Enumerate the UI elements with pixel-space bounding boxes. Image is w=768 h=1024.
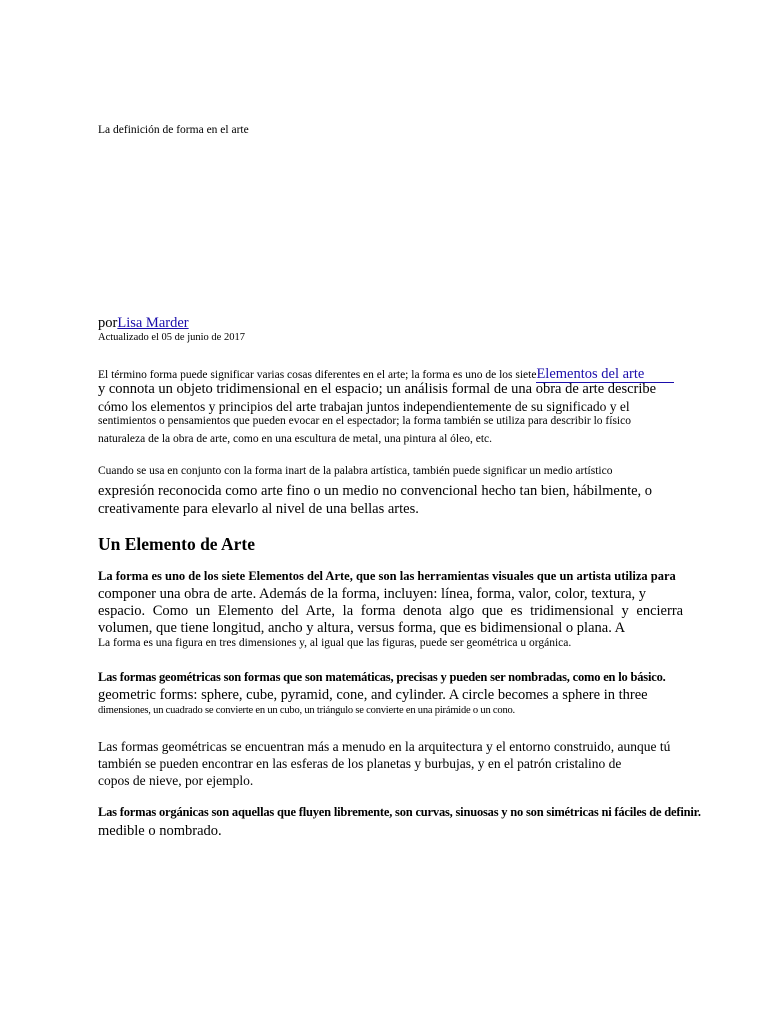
medium-line-2: expresión reconocida como arte fino o un medio no convencional hecho tan bien, hábilmente, o: [98, 483, 653, 499]
element-line-4: volumen, que tiene longitud, ancho y altura, versus forma, que es bidimensional o plana. A: [98, 620, 626, 636]
byline-prefix: por: [98, 315, 118, 331]
intro-line-2: y connota un objeto tridimensional en el espacio; un análisis formal de una obra de arte describe: [98, 381, 657, 397]
page-title: La definición de forma en el arte: [98, 124, 249, 136]
author-link[interactable]: Lisa Marder: [117, 315, 189, 331]
intro-line-3: cómo los elementos y principios del arte trabajan juntos independientemente de su significado y el: [98, 399, 630, 414]
updated-date: Actualizado el 05 de junio de 2017: [98, 332, 245, 343]
geometric-line-3: dimensiones, un cuadrado se convierte en un cubo, un triángulo se convierte en una pirámide o un cono.: [98, 705, 515, 716]
medium-line-1: Cuando se usa en conjunto con la forma inart de la palabra artística, también puede significar un medio artístico: [98, 465, 613, 477]
byline: [98, 316, 189, 331]
medium-line-3: creativamente para elevarlo al nivel de una bellas artes.: [98, 501, 419, 517]
geometric-line-1: Las formas geométricas son formas que son matemáticas, precisas y pueden ser nombradas, como en lo básico.: [98, 670, 666, 684]
element-line-5: La forma es una figura en tres dimensiones y, al igual que las figuras, puede ser geométrica u orgánica.: [98, 637, 572, 649]
intro-line-5: naturaleza de la obra de arte, como en una escultura de metal, una pintura al óleo, etc.: [98, 433, 493, 445]
elements-of-art-link[interactable]: Elementos del arte: [536, 366, 674, 383]
element-line-1: La forma es uno de los siete Elementos del Arte, que son las herramientas visuales que un artista utiliza para: [98, 569, 676, 583]
section-heading: Un Elemento de Arte: [98, 534, 255, 554]
organic-line-1: Las formas orgánicas son aquellas que fluyen libremente, son curvas, sinuosas y no son simétricas ni fáciles de definir.: [98, 805, 701, 819]
intro-line-4: sentimientos o pensamientos que pueden evocar en el espectador; la forma también se utiliza para describir lo físico: [98, 415, 631, 427]
architecture-line-1: Las formas geométricas se encuentran más a menudo en la arquitectura y el entorno construido, aunque tú: [98, 739, 671, 754]
architecture-line-3: copos de nieve, por ejemplo.: [98, 773, 254, 788]
element-line-3: espacio. Como un Elemento del Arte, la forma denota algo que es tridimensional y encierra: [98, 603, 684, 619]
geometric-line-2: geometric forms: sphere, cube, pyramid, cone, and cylinder. A circle becomes a sphere in three: [98, 687, 648, 703]
organic-line-2: medible o nombrado.: [98, 823, 222, 839]
element-line-2: componer una obra de arte. Además de la forma, incluyen: línea, forma, valor, color, textura, y: [98, 586, 647, 602]
intro-line-1: [98, 367, 674, 382]
architecture-line-2: también se pueden encontrar en las esferas de los planetas y burbujas, y en el patrón cristalino de: [98, 756, 622, 771]
intro-text: El término forma puede significar varias cosas diferentes en el arte; la forma es uno de los siete: [98, 369, 537, 381]
